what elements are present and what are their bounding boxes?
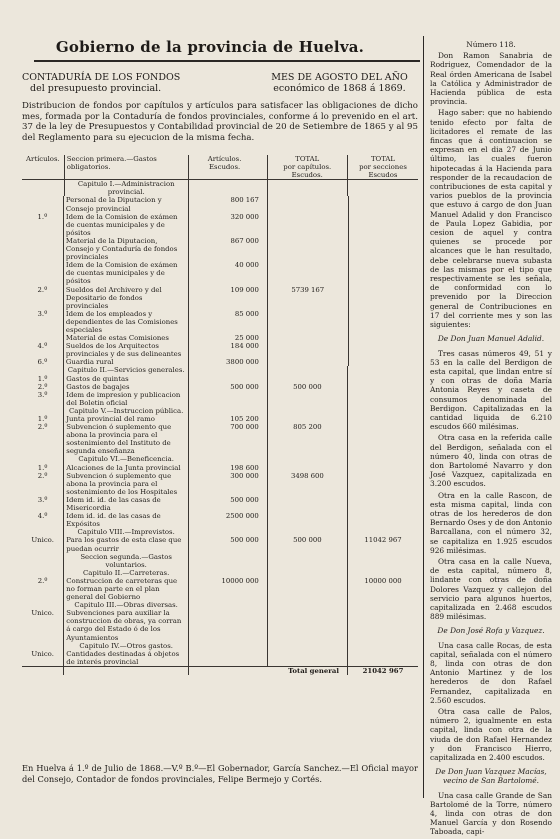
- title-rule: [34, 60, 420, 62]
- header-left-line2: del presupuesto provincial.: [30, 83, 162, 94]
- notice-paragraph: Don Ramon Sanabria de Rodriguez, Comendador de la Real órden Americana de Isabel la Católica y Administrador de Hacienda pública de esta provincia.: [430, 51, 552, 107]
- table-row: 3.º Idem de impresion y publicacion del Boletin oficial: [22, 391, 418, 407]
- chapter-heading: Capitulo VI.—Beneficencia.: [64, 455, 189, 463]
- right-column: [430, 40, 552, 839]
- table-row: 3.º Idem id. id. de las casas de Misericordia 500 000: [22, 496, 418, 512]
- table-row: 3.º Idem de los empleados y dependientes de las Comisiones especiales 85 000: [22, 310, 418, 334]
- table-row: 1.º Gastos de quintas: [22, 375, 418, 383]
- notice-heading: De Don Juan Manuel Adalid.: [437, 334, 545, 344]
- seccion-segunda: Seccion segunda.—Gastos voluntarios.: [64, 553, 189, 569]
- table-row: 2.º Subvencion ó suplemento que abona la provincia para el sostenimiento del Instituto de segunda enseñanza 700 000 805 200: [22, 423, 418, 455]
- total-row: Total general 21042 967: [22, 666, 418, 675]
- table-row: 4.º Idem id. id. de las casas de Expósitos 2500 000: [22, 512, 418, 528]
- col-total-sec-header: TOTAL por secciones Escudos: [347, 155, 418, 180]
- notice-paragraph: Una casa calle Grande de San Bartolomé de la Torre, número 4, linda con otras de don Manuel García y don Rosendo Taboada, capi-: [430, 790, 552, 837]
- table-row: 1.º Idem de la Comision de exámen de cuentas municipales y de pósitos 320 000: [22, 213, 418, 237]
- table-row: 2.º Construccion de carreteras que no forman parte en el plan general del Gobierno 10000 000 10000 000: [22, 577, 418, 601]
- cap1-rows: [22, 196, 418, 366]
- header-left: [22, 72, 197, 94]
- chapter-heading: Capitulo III.—Obras diversas.: [64, 601, 189, 609]
- col-total-cap-header: TOTAL por capítulos. Escudos.: [267, 155, 347, 180]
- table-row: 4.º Sueldos de los Arquitectos provinciales y de sus delineantes 184 000: [22, 342, 418, 358]
- notice-heading: De Don Juan Vazquez Macías, vecino de San Bartolomé.: [435, 767, 547, 786]
- chapter-heading: Capitulo V.—Instruccion pública.: [64, 407, 189, 415]
- table-row: 1.º Alcaciones de la Junta provincial 198 600: [22, 464, 418, 472]
- table-row: Unico. Para los gastos de esta clase que puedan ocurrir 500 000 500 000 11042 967: [22, 536, 418, 552]
- seccion-primera: Seccion primera.—Gastos obligatorios.: [64, 155, 188, 180]
- header-right-line1: MES DE AGOSTO DEL AÑO: [271, 72, 408, 83]
- chapter-heading: Capitulo II.—Servicios generales.: [64, 366, 189, 374]
- chapter-heading: Capitulo I.—Administracion provincial.: [64, 180, 188, 197]
- notice-paragraph: Una casa calle Rocas, de esta capital, señalada con el número 8, linda con otras de don Antonio Martinez y de los herederos de don Rafael Fernandez, capitalizada en 2.560 escudos.: [430, 640, 552, 705]
- table-row: Personal de la Diputacion y Consejo provincial 800 167: [22, 196, 418, 212]
- notice-paragraph: Otra casa calle de Palos, número 2, igualmente en esta capital, linda con otra de la viuda de don Rafael Hernandez y don Francisco Hierro, capitalizada en 2.400 escudos.: [430, 707, 552, 763]
- intro-paragraph: Distribucion de fondos por capítulos y artículos para satisfacer las obligaciones de dicho mes, formada por la Contaduría de fondos provinciales, conforme á lo prevenido en el art. 37 de la ley de Presupuestos y Contabilidad provincial de 20 de Setiembre de 1865 y al 95 del Reglamento para su ejecucion de la misma fecha.: [22, 101, 418, 143]
- budget-table: [22, 155, 418, 750]
- column-divider: [423, 36, 424, 798]
- col-articulos-header: Artículos.: [22, 155, 64, 180]
- table-row: 2.º Gastos de bagajes 500 000 500 000: [22, 383, 418, 391]
- table-row: Material de la Diputacion, Consejo y Contaduría de fondos provinciales 867 000: [22, 237, 418, 261]
- table-row: Unico. Subvenciones para auxiliar la construccion de obras, ya corran á cargo del Estado ó de los Ayuntamientos: [22, 609, 418, 641]
- chapter-heading: Capitulo II.—Carreteras.: [64, 569, 189, 577]
- chapter-heading: Capitulo IV.—Otros gastos.: [64, 642, 189, 650]
- header-right: [262, 72, 417, 94]
- header-right-line2: económico de 1868 á 1869.: [273, 83, 406, 94]
- table-row: Unico. Cantidades destinadas á objetos de interés provincial: [22, 650, 418, 667]
- table-row: 6.º Guardia rural 3800 000: [22, 358, 418, 366]
- notice-paragraph: Otra casa en la calle Nueva, de esta capital, número 8, lindante con otras de doña Dolores Vazquez y callejon del servicio para algunos huertos, capitalizada en 2.468 escudos 889 milésimas.: [430, 556, 552, 622]
- notice-heading: De Don José Rofa y Vazquez.: [437, 626, 545, 636]
- header-left-line1: CONTADURÍA DE LOS FONDOS: [22, 72, 181, 83]
- notice-number: Número 118.: [466, 40, 516, 49]
- table-row: Idem de la Comision de exámen de cuentas municipales y de pósitos 40 000: [22, 261, 418, 285]
- table-row: 2.º Sueldos del Archivero y del Depositario de fondos provinciales 109 000 5739 167: [22, 286, 418, 310]
- notice-paragraph: Otra en la calle Rascon, de esta misma capital, linda con otras de los herederos de don Bernardo Oses y de don Antonio Barcallana, con el número 32, se capitaliza en 1.925 escudos 926 milésimas.: [430, 490, 552, 555]
- table-row: 1.º Junta provincial del ramo 105 200: [22, 415, 418, 423]
- chapter-heading: Capitulo VIII.—Imprevistos.: [64, 528, 189, 536]
- page-title: Gobierno de la provincia de Huelva.: [55, 38, 365, 56]
- notice-paragraph: Hago saber: que no habiendo tenido efecto por falta de licitadores el remate de las fincas que á continuacion se expresan en el dia 27 de Junio último, las cuales fueron hipotecadas á la Hacienda para responder de la recaudacion de contribuciones de esta capital y varios pueblos de la provincia que estuvo á cargo de don Juan Manuel Adalid y don Francisco de Paula Lopez Gabidia, por cesion de aquel y contra quienes se procede por alcances que le han resultado, debe celebrarse nueva subasta de las mismas por el tipo que respectivamente se les señala, de conformidad con lo prevenido por la Direccion general de Contribuciones en 17 del corriente mes y son las siguientes:: [430, 108, 552, 330]
- table-header-row: [22, 155, 418, 180]
- col-articulos2-header: Artículos. Escudos.: [188, 155, 267, 180]
- table-row: Material de estas Comisiones 25 000: [22, 334, 418, 342]
- footer-signature: En Huelva á 1.º de Julio de 1868.—V.º B.º—El Gobernador, García Sanchez.—El Oficial mayor del Consejo, Contador de fondos provinciales, Felipe Bermejo y Cortés.: [22, 763, 418, 784]
- table-row: 2.º Subvencion ó suplemento que abona la provincia para el sostenimiento de los Hospitales 300 000 3498 600: [22, 472, 418, 496]
- notice-paragraph: Tres casas números 49, 51 y 53 en la calle del Berdigon de esta capital, que lindan entre sí y con otras de doña María Antonia Reyes y caseta de consumos denominada del Berdigon. Capitalizadas en la cantidad liquida de 6.210 escudos 660 milésimas.: [430, 348, 552, 432]
- notice-paragraph: Otra casa en la referida calle del Berdigon, señalada con el número 40, linda con otras de don Bartolomé Navarro y don José Vazquez, capitalizada en 3.200 escudos.: [430, 433, 552, 489]
